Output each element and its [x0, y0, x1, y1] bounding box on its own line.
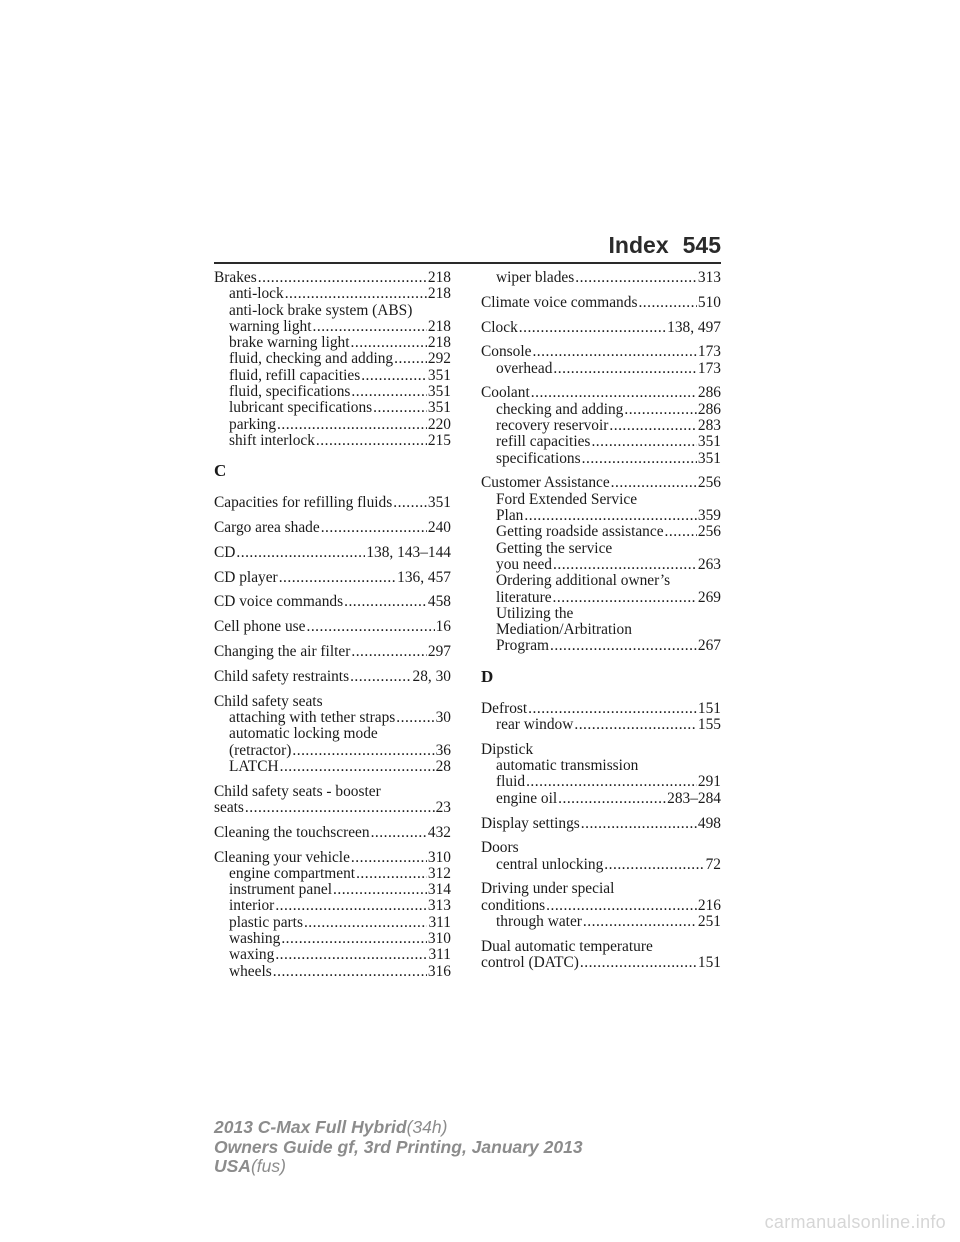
dot-leader	[583, 914, 697, 930]
index-subentry	[214, 964, 451, 980]
dot-leader	[532, 344, 696, 360]
page-reference: 351	[697, 449, 721, 467]
dot-leader	[553, 361, 697, 377]
index-subentry	[214, 882, 451, 898]
index-term-text: Mediation/Arbitration	[496, 621, 632, 639]
index-term-text: Coolant	[481, 384, 530, 402]
index-term-text: Utilizing the	[496, 604, 574, 622]
index-term-text: rear window	[496, 716, 574, 734]
page-reference: 16	[435, 618, 451, 636]
footer-market-code: (fus)	[250, 1156, 286, 1176]
index-term-text: fluid, specifications	[229, 383, 351, 401]
page-reference: 351	[427, 383, 451, 401]
index-term-text: Child safety seats - booster	[214, 782, 381, 800]
index-term-text: Console	[481, 343, 532, 361]
index-entry	[214, 694, 451, 775]
dot-leader	[281, 931, 427, 947]
index-term-text: literature	[496, 588, 552, 606]
page-reference: 151	[697, 699, 721, 717]
page-reference: 351	[427, 399, 451, 417]
page-reference: 218	[427, 269, 451, 286]
index-entry	[214, 545, 451, 561]
index-term-text: Driving under special	[481, 880, 615, 898]
dot-leader	[394, 351, 427, 367]
dot-leader	[553, 557, 697, 573]
index-subentry	[214, 743, 451, 759]
index-entry	[214, 594, 451, 610]
index-subentry	[214, 384, 451, 400]
index-term	[481, 840, 721, 856]
index-subentry	[481, 590, 721, 606]
dot-leader	[304, 915, 428, 931]
dot-leader	[351, 850, 427, 866]
index-term-text: Defrost	[481, 699, 528, 717]
index-term-text: Doors	[481, 839, 519, 857]
index-entry	[481, 742, 721, 807]
page-reference: 173	[697, 359, 721, 377]
index-term-text: Getting the service	[496, 539, 613, 557]
page-reference: 359	[697, 507, 721, 525]
index-term-text: wiper blades	[496, 269, 575, 286]
index-term-text: Cleaning your vehicle	[214, 848, 350, 866]
index-column-left	[214, 270, 451, 988]
index-term	[214, 825, 451, 841]
index-term-text: Dual automatic temperature	[481, 937, 653, 955]
section-letter: D	[481, 666, 494, 686]
index-subentry	[481, 638, 721, 654]
page-reference: 218	[427, 317, 451, 335]
page-title: Index	[608, 232, 669, 258]
index-term-text: Child safety seats	[214, 692, 323, 710]
index-entry	[214, 270, 451, 449]
index-term	[481, 939, 721, 955]
dot-leader	[351, 335, 427, 351]
dot-leader	[313, 319, 427, 335]
page-reference: 30	[435, 708, 451, 726]
index-term-text: overhead	[496, 359, 553, 377]
dot-leader	[275, 898, 427, 914]
index-term	[214, 850, 451, 866]
index-entry	[481, 295, 721, 311]
index-term-text: Cell phone use	[214, 618, 306, 636]
index-term-text: Cleaning the touchscreen	[214, 823, 370, 841]
index-entry	[481, 939, 721, 972]
dot-leader	[393, 495, 427, 511]
watermark-text: carmanualsonline.info	[764, 1212, 946, 1232]
index-term-text: lubricant specifications	[229, 399, 373, 417]
section-letter: C	[214, 461, 227, 481]
index-subentry	[481, 418, 721, 434]
index-entry	[214, 825, 451, 841]
page-header	[214, 230, 721, 258]
index-term-text: Capacities for refilling fluids	[214, 494, 393, 512]
index-term-text: parking	[229, 415, 277, 433]
page-reference: 351	[427, 366, 451, 384]
index-term	[481, 816, 721, 832]
index-entry	[214, 570, 451, 586]
index-term	[481, 295, 721, 311]
index-subentry	[214, 368, 451, 384]
index-subentry	[481, 434, 721, 450]
page-reference: 218	[427, 285, 451, 303]
index-term	[214, 570, 451, 586]
index-term-text: fluid, refill capacities	[229, 366, 361, 384]
dot-leader	[245, 800, 435, 816]
dot-leader	[280, 759, 435, 775]
dot-leader	[292, 743, 434, 759]
index-term-text: shift interlock	[229, 431, 315, 449]
index-subentry	[481, 774, 721, 790]
index-term-text: fluid, checking and adding	[229, 350, 394, 368]
page-reference: 173	[697, 343, 721, 361]
page-reference: 240	[427, 519, 451, 537]
index-entry	[214, 669, 451, 685]
footer-market-line	[214, 1157, 583, 1177]
index-subentry	[481, 402, 721, 418]
index-entry	[214, 520, 451, 536]
page-reference: 313	[427, 897, 451, 915]
dot-leader	[273, 964, 427, 980]
index-term	[214, 495, 451, 511]
index-subentry	[481, 451, 721, 467]
index-term-text: Display settings	[481, 814, 580, 832]
dot-leader	[524, 508, 697, 524]
index-subentry	[214, 417, 451, 433]
index-subentry	[481, 622, 721, 638]
dot-leader	[351, 644, 427, 660]
index-term-text: automatic transmission	[496, 757, 639, 775]
index-entry	[481, 701, 721, 734]
index-term-text: Ford Extended Service	[496, 490, 638, 508]
index-term-text: waxing	[229, 946, 275, 964]
index-term-text: CD voice commands	[214, 593, 344, 611]
index-term-text: you need	[496, 555, 552, 573]
header-divider	[214, 262, 721, 264]
page-reference: 220	[427, 415, 451, 433]
index-entry	[481, 881, 721, 930]
page-reference: 28	[435, 757, 451, 775]
index-term	[214, 594, 451, 610]
index-term-text: checking and adding	[496, 400, 624, 418]
dot-leader	[285, 286, 427, 302]
dot-leader	[275, 947, 427, 963]
dot-leader	[531, 385, 697, 401]
dot-leader	[558, 791, 666, 807]
page-reference: 314	[427, 881, 451, 899]
index-term	[214, 644, 451, 660]
page-reference: 311	[428, 946, 451, 964]
dot-leader	[591, 434, 696, 450]
footer-printing: Owners Guide gf, 3rd Printing, January 2013	[214, 1136, 583, 1157]
index-subentry	[481, 541, 721, 557]
page-reference: 72	[705, 855, 721, 873]
index-subentry	[214, 303, 451, 319]
dot-leader	[581, 816, 697, 832]
index-term-text: Brakes	[214, 269, 257, 286]
index-subentry	[481, 492, 721, 508]
page-reference: 311	[428, 913, 451, 931]
index-entry	[481, 475, 721, 654]
index-term-text: engine compartment	[229, 864, 356, 882]
dot-leader	[580, 955, 697, 971]
index-term-text: Getting roadside assistance	[496, 523, 664, 541]
dot-leader	[351, 384, 427, 400]
index-entry	[481, 320, 721, 336]
page-reference: 138, 497	[667, 318, 721, 336]
index-term	[481, 881, 721, 897]
dot-leader	[665, 524, 697, 540]
dot-leader	[306, 619, 434, 635]
dot-leader	[277, 417, 427, 433]
index-subentry	[481, 508, 721, 524]
index-term-text: Dipstick	[481, 740, 534, 758]
index-term-text: instrument panel	[229, 881, 333, 899]
index-subentry	[481, 361, 721, 377]
index-term-text: interior	[229, 897, 275, 915]
index-term	[481, 701, 721, 717]
index-term-text: Clock	[481, 318, 518, 336]
index-term	[481, 320, 721, 336]
index-subentry	[214, 351, 451, 367]
index-term-text: recovery reservoir	[496, 417, 609, 435]
dot-leader	[321, 520, 427, 536]
index-subentry	[481, 857, 721, 873]
dot-leader	[575, 270, 697, 286]
page-reference: 256	[697, 474, 721, 492]
index-subentry	[214, 866, 451, 882]
page-reference: 155	[697, 716, 721, 734]
index-term-text: Customer Assistance	[481, 474, 610, 492]
index-term-text: seats	[214, 798, 244, 816]
index-term	[214, 270, 451, 286]
page-reference: 283–284	[667, 789, 721, 807]
index-subentry	[214, 726, 451, 742]
page-reference: 310	[427, 848, 451, 866]
index-entry	[481, 816, 721, 832]
index-term-text: Program	[496, 637, 550, 655]
index-subentry	[214, 931, 451, 947]
page-reference: 458	[427, 593, 451, 611]
index-subentry	[481, 573, 721, 589]
dot-leader	[279, 570, 396, 586]
page-reference: 292	[427, 350, 451, 368]
index-term-text: CD player	[214, 568, 278, 586]
index-term	[481, 742, 721, 758]
index-term	[481, 475, 721, 491]
index-term-text: CD	[214, 543, 236, 561]
index-term	[214, 669, 451, 685]
dot-leader	[344, 594, 427, 610]
dot-leader	[550, 638, 697, 654]
dot-leader	[582, 451, 697, 467]
dot-leader	[258, 270, 427, 286]
page-reference: 251	[697, 913, 721, 930]
index-term	[214, 545, 451, 561]
index-term-text: brake warning light	[229, 334, 350, 352]
index-entry	[481, 344, 721, 377]
page-reference: 216	[697, 896, 721, 914]
page-number: 545	[682, 232, 721, 258]
index-subentry	[481, 758, 721, 774]
index-term	[214, 520, 451, 536]
index-term-text: through water	[496, 913, 582, 930]
index-subentry	[214, 710, 451, 726]
page-reference: 136, 457	[397, 568, 451, 586]
page-reference: 138, 143–144	[366, 543, 451, 561]
page-reference: 286	[697, 400, 721, 418]
index-term-text: (retractor)	[229, 741, 292, 759]
page-reference: 215	[427, 431, 451, 449]
index-subentry	[481, 557, 721, 573]
page-reference: 36	[435, 741, 451, 759]
index-subentry	[214, 433, 451, 449]
index-entry	[481, 270, 721, 286]
index-term-text: Child safety restraints	[214, 667, 350, 685]
dot-leader	[624, 402, 697, 418]
index-entry	[214, 619, 451, 635]
index-term-text: washing	[229, 930, 281, 947]
page-reference: 312	[427, 864, 451, 882]
index-entry	[481, 840, 721, 873]
dot-leader	[528, 701, 697, 717]
page-reference: 28, 30	[412, 667, 451, 685]
index-term-text: automatic locking mode	[229, 725, 378, 743]
page-reference: 256	[697, 523, 721, 541]
dot-leader	[611, 475, 697, 491]
index-term-text: specifications	[496, 449, 581, 467]
dot-leader	[519, 320, 666, 336]
index-subentry	[481, 914, 721, 930]
index-subentry	[214, 947, 451, 963]
document-footer	[214, 1118, 583, 1177]
index-entry	[214, 495, 451, 511]
index-term	[481, 385, 721, 401]
index-term-text: plastic parts	[229, 913, 303, 931]
dot-leader	[638, 295, 696, 311]
page-reference: 286	[697, 384, 721, 402]
index-subentry	[214, 319, 451, 335]
index-term	[481, 344, 721, 360]
index-term-text: Changing the air filter	[214, 643, 351, 661]
dot-leader	[361, 368, 427, 384]
index-subentry	[214, 759, 451, 775]
page-reference: 297	[427, 643, 451, 661]
dot-leader	[546, 898, 697, 914]
index-term-text: Plan	[496, 507, 524, 525]
dot-leader	[373, 400, 427, 416]
index-term-text: Climate voice commands	[481, 293, 638, 311]
dot-leader	[350, 669, 411, 685]
index-subentry	[481, 791, 721, 807]
page-reference: 351	[697, 433, 721, 451]
index-term-text: anti-lock brake system (ABS)	[229, 301, 413, 319]
index-term-text: control (DATC)	[481, 954, 579, 972]
index-entry	[481, 385, 721, 466]
dot-leader	[396, 710, 434, 726]
index-term	[481, 955, 721, 971]
dot-leader	[553, 590, 697, 606]
index-subentry	[214, 400, 451, 416]
index-term	[214, 784, 451, 800]
dot-leader	[526, 774, 697, 790]
footer-model: 2013 C-Max Full Hybrid	[214, 1117, 407, 1137]
page-reference: 267	[697, 637, 721, 655]
index-entry	[214, 850, 451, 980]
index-term	[214, 619, 451, 635]
index-term-text: attaching with tether straps	[229, 708, 396, 726]
index-subentry	[481, 717, 721, 733]
page-reference: 283	[697, 417, 721, 435]
index-term-text: conditions	[481, 896, 546, 914]
index-term-text: engine oil	[496, 789, 558, 807]
index-term	[214, 800, 451, 816]
index-subentry	[481, 606, 721, 622]
index-term-text: fluid	[496, 773, 526, 791]
index-subentry	[214, 335, 451, 351]
page-reference: 316	[427, 962, 451, 980]
index-term-text: wheels	[229, 962, 272, 980]
index-entry	[214, 784, 451, 817]
dot-leader	[574, 717, 697, 733]
page-reference: 269	[697, 588, 721, 606]
index-subentry	[214, 286, 451, 302]
footer-model-code: (34h)	[406, 1117, 448, 1137]
index-entry	[214, 644, 451, 660]
index-subentry	[214, 915, 451, 931]
page-reference: 351	[427, 494, 451, 512]
index-term-text: Ordering additional owner’s	[496, 572, 671, 590]
dot-leader	[316, 433, 427, 449]
page-reference: 498	[697, 814, 721, 832]
index-subentry	[481, 524, 721, 540]
dot-leader	[333, 882, 427, 898]
index-term-text: Cargo area shade	[214, 519, 320, 537]
page-reference: 263	[697, 555, 721, 573]
footer-model-line	[214, 1118, 583, 1138]
dot-leader	[371, 825, 427, 841]
page-reference: 23	[435, 798, 451, 816]
page-reference: 291	[697, 773, 721, 791]
index-column-right	[481, 270, 721, 980]
index-term-text: central unlocking	[496, 855, 604, 873]
dot-leader	[609, 418, 697, 434]
index-term-text: anti-lock	[229, 285, 284, 303]
page-reference: 218	[427, 334, 451, 352]
page-reference: 432	[427, 823, 451, 841]
index-subentry	[214, 898, 451, 914]
dot-leader	[356, 866, 427, 882]
index-term-text: warning light	[229, 317, 312, 335]
page-reference: 510	[697, 293, 721, 311]
dot-leader	[236, 545, 365, 561]
footer-market: USA	[214, 1156, 251, 1176]
index-term-text: LATCH	[229, 757, 279, 775]
index-term	[214, 694, 451, 710]
index-subentry	[481, 270, 721, 286]
page-reference: 151	[697, 954, 721, 972]
index-term	[481, 898, 721, 914]
page-reference: 310	[427, 930, 451, 947]
dot-leader	[604, 857, 704, 873]
page-reference: 313	[697, 269, 721, 286]
index-term-text: refill capacities	[496, 433, 591, 451]
